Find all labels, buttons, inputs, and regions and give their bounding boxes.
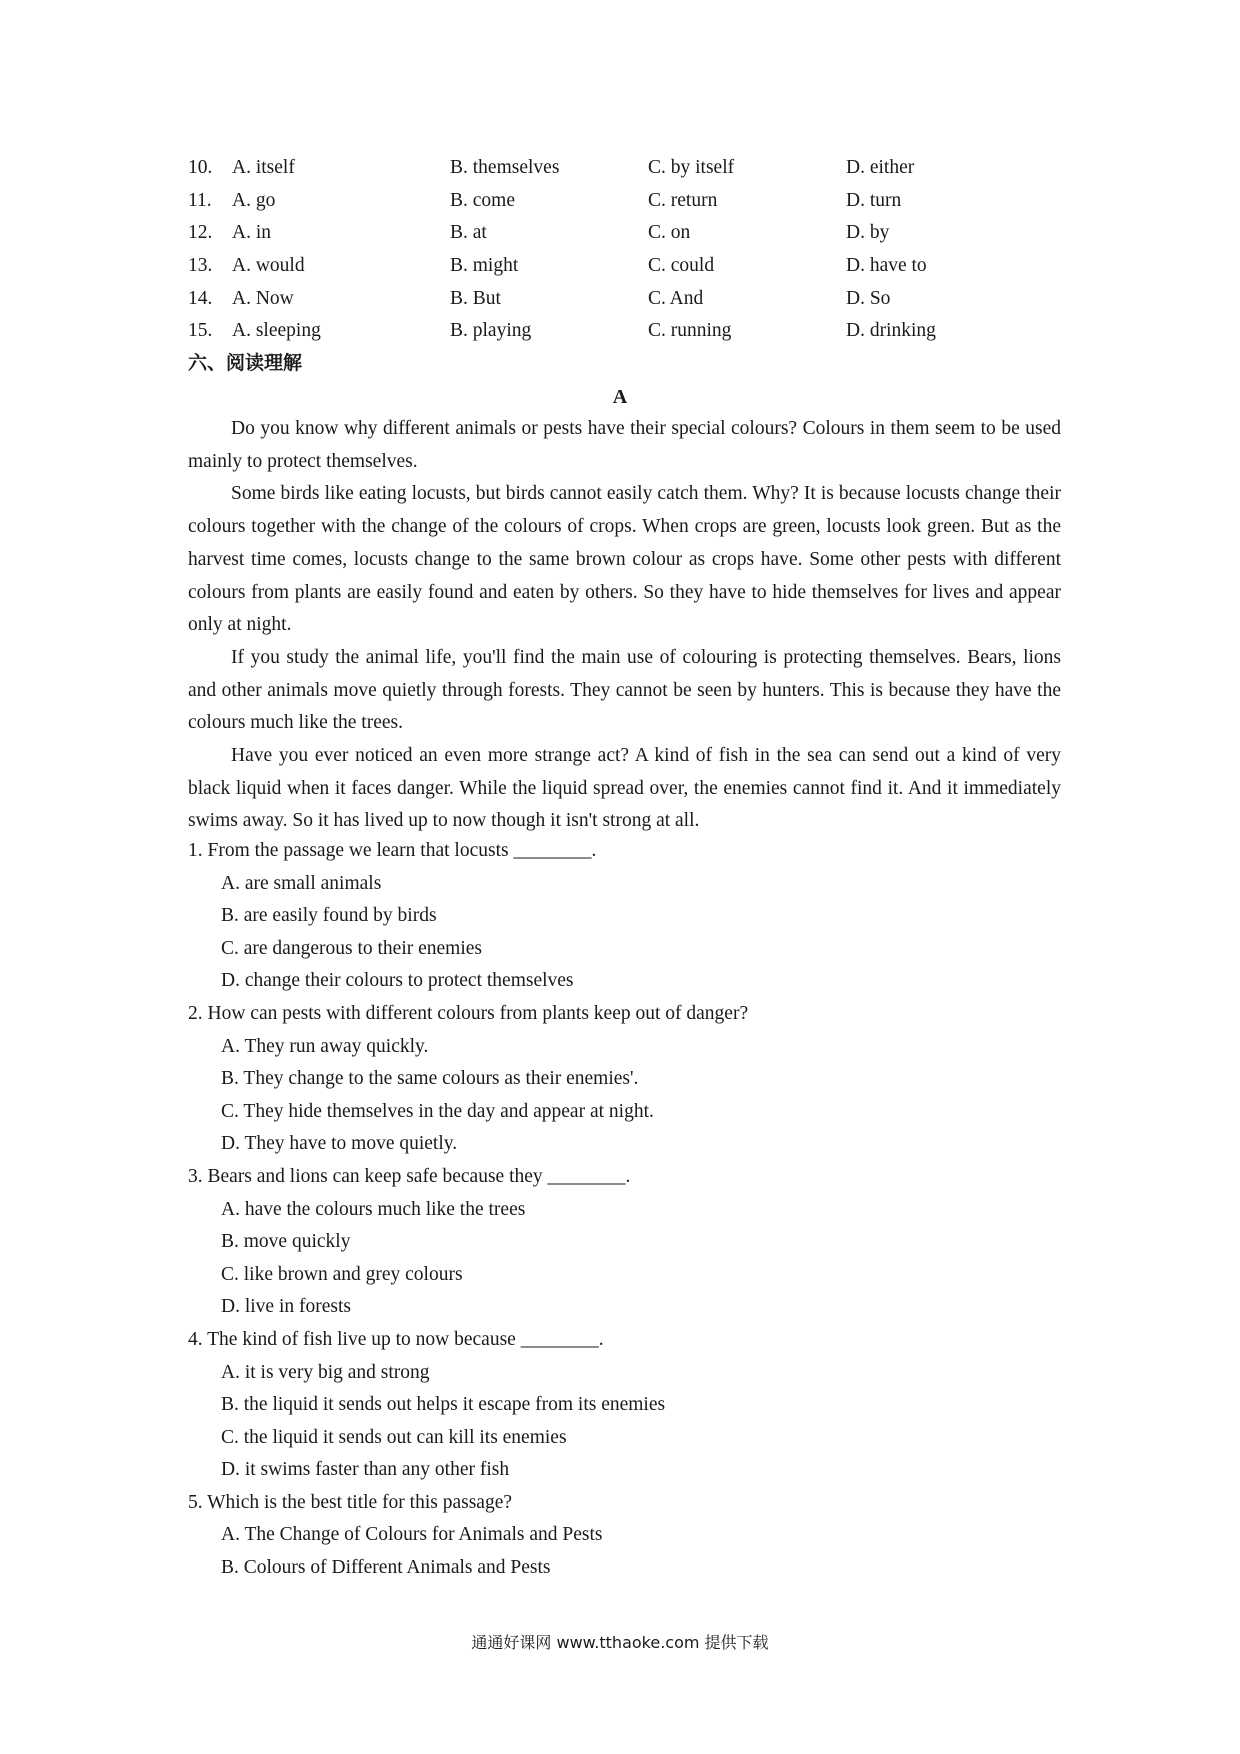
question-block: [188, 835, 1068, 998]
option-a: A. go: [232, 189, 276, 211]
answer-option: C. the liquid it sends out can kill its enemies: [221, 1426, 567, 1448]
option-c: C. return: [648, 189, 718, 211]
passage-paragraph: Some birds like eating locusts, but birds cannot easily catch them. Why? It is because locusts change their colours together with the change of the colours of crops. When crops are green, locusts look green. But as the harvest time comes, locusts change to the same brown colour as crops have. Some other pests with different colours from plants are easily found and eaten by others. So they have to hide themselves for lives and appear only at night.: [188, 483, 1061, 636]
answer-option: B. move quickly: [221, 1231, 351, 1253]
question-number: 12.: [188, 222, 213, 244]
option-a: A. sleeping: [232, 320, 321, 342]
answer-option: B. They change to the same colours as their enemies'.: [221, 1068, 639, 1090]
question-number: 10.: [188, 157, 213, 178]
option-b: B. might: [450, 255, 519, 277]
answer-option: B. Colours of Different Animals and Pests: [221, 1557, 551, 1579]
answer-option: A. are small animals: [221, 872, 382, 894]
option-c: C. on: [648, 222, 691, 244]
question-stem: 4. The kind of fish live up to now because ________.: [188, 1328, 604, 1350]
question-number: 11.: [188, 189, 212, 211]
option-c: C. by itself: [648, 157, 735, 178]
page-footer: 通通好课网 www.tthaoke.com 提供下载: [471, 1633, 769, 1652]
question-stem: 3. Bears and lions can keep safe because they ________.: [188, 1165, 631, 1187]
question-number: 14.: [188, 287, 213, 309]
question-stem: 5. Which is the best title for this passage?: [188, 1491, 513, 1513]
answer-option: A. They run away quickly.: [221, 1035, 429, 1057]
option-a: A. Now: [232, 287, 294, 309]
option-b: B. playing: [450, 320, 532, 342]
question-number: 13.: [188, 255, 213, 277]
question-block: [188, 1324, 1068, 1487]
option-a: A. itself: [232, 157, 295, 178]
question-block: [188, 998, 1068, 1161]
answer-option: C. are dangerous to their enemies: [221, 937, 482, 959]
option-c: C. running: [648, 320, 732, 342]
option-d: D. So: [846, 287, 891, 309]
question-stem: 2. How can pests with different colours from plants keep out of danger?: [188, 1002, 749, 1024]
option-b: B. But: [450, 287, 501, 309]
option-d: D. either: [846, 157, 915, 178]
reading-passage: [188, 413, 1061, 838]
option-d: D. by: [846, 222, 890, 244]
passage-paragraph: If you study the animal life, you'll find the main use of colouring is protecting themselves. Bears, lions and other animals move quietly through forests. They cannot be seen by hunters. This is because they have the colours much like the trees.: [188, 646, 1061, 734]
question-number: 15.: [188, 320, 213, 342]
section-title: 六、阅读理解: [188, 352, 303, 374]
answer-option: A. have the colours much like the trees: [221, 1198, 526, 1220]
answer-option: B. the liquid it sends out helps it escape from its enemies: [221, 1394, 666, 1416]
passage-paragraph: Have you ever noticed an even more strange act? A kind of fish in the sea can send out a kind of very black liquid when it faces danger. While the liquid spread over, the enemies cannot find it. And it immediately swims away. So it has lived up to now though it isn't strong at all.: [188, 745, 1061, 832]
comprehension-questions: [188, 835, 1068, 1585]
option-c: C. could: [648, 255, 715, 277]
answer-option: B. are easily found by birds: [221, 905, 437, 927]
option-b: B. themselves: [450, 157, 560, 178]
option-b: B. at: [450, 222, 487, 244]
answer-option: A. it is very big and strong: [221, 1361, 430, 1383]
option-b: B. come: [450, 189, 515, 211]
option-d: D. have to: [846, 255, 927, 277]
option-d: D. drinking: [846, 320, 936, 342]
question-block: [188, 1161, 1068, 1324]
option-a: A. would: [232, 255, 305, 277]
answer-option: A. The Change of Colours for Animals and Pests: [221, 1524, 603, 1546]
answer-option: C. They hide themselves in the day and appear at night.: [221, 1100, 654, 1122]
question-stem: 1. From the passage we learn that locusts ________.: [188, 840, 597, 861]
answer-option: D. live in forests: [221, 1296, 351, 1318]
option-c: C. And: [648, 287, 704, 309]
option-d: D. turn: [846, 189, 902, 211]
passage-title: A: [612, 386, 628, 408]
question-block: [188, 1487, 1068, 1585]
answer-option: C. like brown and grey colours: [221, 1263, 463, 1285]
option-a: A. in: [232, 222, 271, 244]
answer-option: D. it swims faster than any other fish: [221, 1459, 510, 1481]
answer-option: D. change their colours to protect themselves: [221, 970, 574, 992]
answer-option: D. They have to move quietly.: [221, 1133, 458, 1155]
passage-paragraph: Do you know why different animals or pests have their special colours? Colours in them seem to be used mainly to protect themselves.: [188, 418, 1061, 472]
